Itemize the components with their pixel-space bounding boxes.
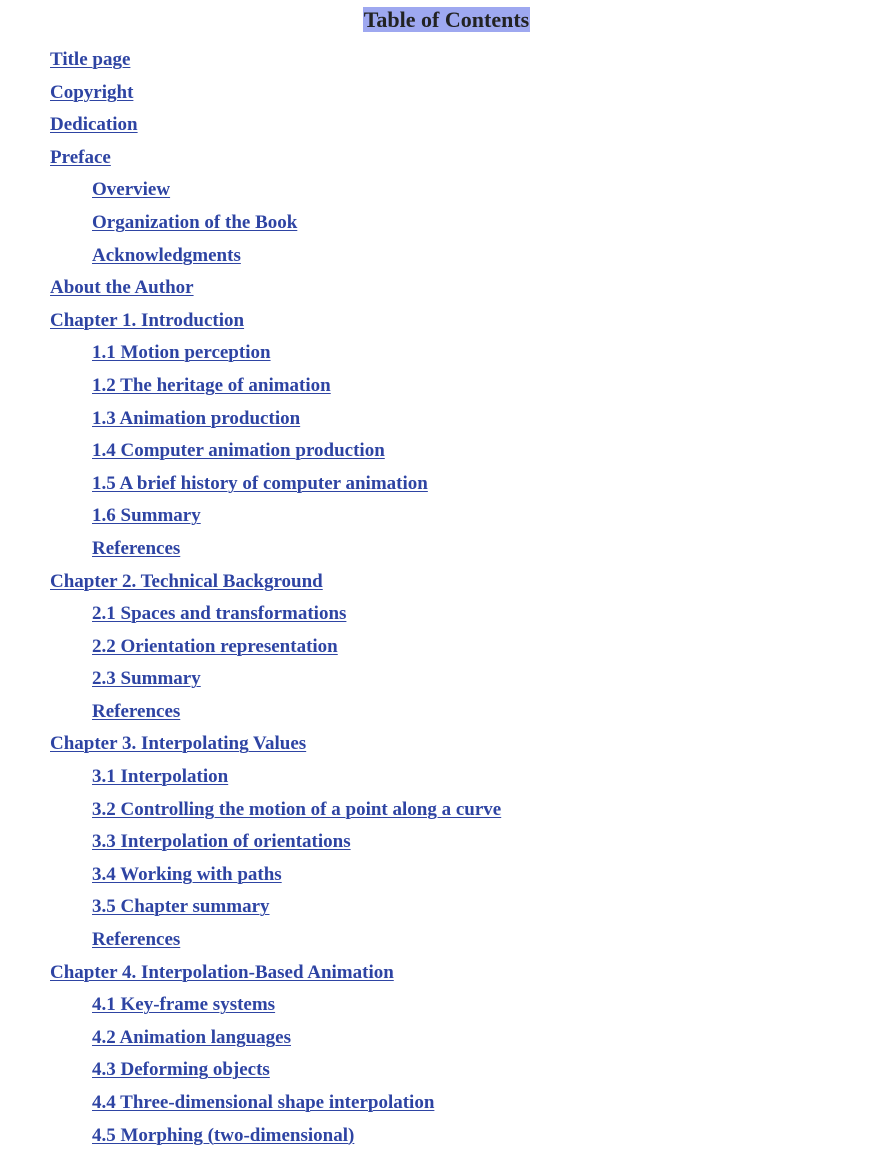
toc-subentry xyxy=(0,631,501,664)
toc-link[interactable]: 1.6 Summary xyxy=(92,505,201,527)
toc-subentry xyxy=(0,859,501,892)
toc-entry xyxy=(0,142,501,175)
toc-subentry xyxy=(0,533,501,566)
toc-link[interactable]: Chapter 4. Interpolation-Based Animation xyxy=(50,961,394,983)
toc-link[interactable]: 3.1 Interpolation xyxy=(92,766,229,788)
toc-link[interactable]: 2.3 Summary xyxy=(92,668,201,690)
toc-link[interactable]: 3.2 Controlling the motion of a point along a curve xyxy=(92,798,502,820)
toc-subentry xyxy=(0,435,501,468)
toc-link[interactable]: Dedication xyxy=(50,114,138,136)
toc-link[interactable]: 4.4 Three-dimensional shape interpolation xyxy=(92,1092,435,1113)
toc-link[interactable]: Chapter 3. Interpolating Values xyxy=(50,733,307,755)
toc-link[interactable]: 3.4 Working with paths xyxy=(92,863,282,885)
toc-subentry xyxy=(0,500,501,533)
toc-subentry xyxy=(0,1087,501,1120)
toc-link[interactable]: 3.5 Chapter summary xyxy=(92,896,270,918)
toc-link[interactable]: 1.5 A brief history of computer animation xyxy=(92,472,428,494)
toc-entry xyxy=(0,44,501,77)
toc-link[interactable]: 3.3 Interpolation of orientations xyxy=(92,831,351,853)
toc-subentry xyxy=(0,989,501,1022)
toc-entry xyxy=(0,77,501,110)
toc-link[interactable]: Organization of the Book xyxy=(92,211,298,233)
toc-subentry xyxy=(0,891,501,924)
toc-link[interactable]: Overview xyxy=(92,179,171,201)
toc-link[interactable]: 2.2 Orientation representation xyxy=(92,635,338,657)
toc-link[interactable]: 1.3 Animation production xyxy=(92,407,301,429)
toc-subentry xyxy=(0,1120,501,1153)
toc-entry xyxy=(0,305,501,338)
toc-link[interactable]: Chapter 2. Technical Background xyxy=(50,570,323,592)
toc-entry xyxy=(0,272,501,305)
toc-subentry xyxy=(0,826,501,859)
toc-subentry xyxy=(0,598,501,631)
toc-link[interactable]: Title page xyxy=(50,49,131,70)
toc-link[interactable]: 1.1 Motion perception xyxy=(92,342,271,364)
toc-subentry xyxy=(0,468,501,501)
toc-subentry xyxy=(0,794,501,827)
toc-link[interactable]: 4.3 Deforming objects xyxy=(92,1059,270,1081)
toc-link[interactable]: 1.4 Computer animation production xyxy=(92,440,385,462)
toc-link[interactable]: References xyxy=(92,929,181,951)
toc-link[interactable]: 4.5 Morphing (two-dimensional) xyxy=(92,1124,355,1146)
toc-link[interactable]: Acknowledgments xyxy=(92,244,241,266)
toc-link[interactable]: 4.2 Animation languages xyxy=(92,1026,292,1048)
toc-link[interactable]: 4.1 Key-frame systems xyxy=(92,994,276,1016)
toc-subentry xyxy=(0,174,501,207)
toc-entry xyxy=(0,957,501,990)
toc-subentry xyxy=(0,761,501,794)
toc-subentry xyxy=(0,663,501,696)
toc-link[interactable]: Chapter 1. Introduction xyxy=(50,309,245,331)
toc-link[interactable]: Copyright xyxy=(50,81,134,103)
toc-link[interactable]: References xyxy=(92,700,181,722)
page-title xyxy=(0,5,893,35)
toc-subentry xyxy=(0,207,501,240)
toc-entry xyxy=(0,728,501,761)
toc-link[interactable]: 1.2 The heritage of animation xyxy=(92,374,331,396)
toc-subentry xyxy=(0,924,501,957)
toc-entry xyxy=(0,109,501,142)
toc-subentry xyxy=(0,240,501,273)
toc-link[interactable]: 2.1 Spaces and transformations xyxy=(92,603,347,625)
toc-link[interactable]: Preface xyxy=(50,146,111,168)
toc-subentry xyxy=(0,337,501,370)
toc-link[interactable]: About the Author xyxy=(50,277,194,299)
toc-subentry xyxy=(0,370,501,403)
toc-link[interactable]: References xyxy=(92,537,181,559)
page-title-text: Table of Contents xyxy=(363,7,530,32)
toc-entry xyxy=(0,566,501,599)
toc-list xyxy=(0,44,501,1152)
toc-subentry xyxy=(0,1054,501,1087)
toc-subentry xyxy=(0,403,501,436)
toc-subentry xyxy=(0,696,501,729)
toc-subentry xyxy=(0,1022,501,1055)
